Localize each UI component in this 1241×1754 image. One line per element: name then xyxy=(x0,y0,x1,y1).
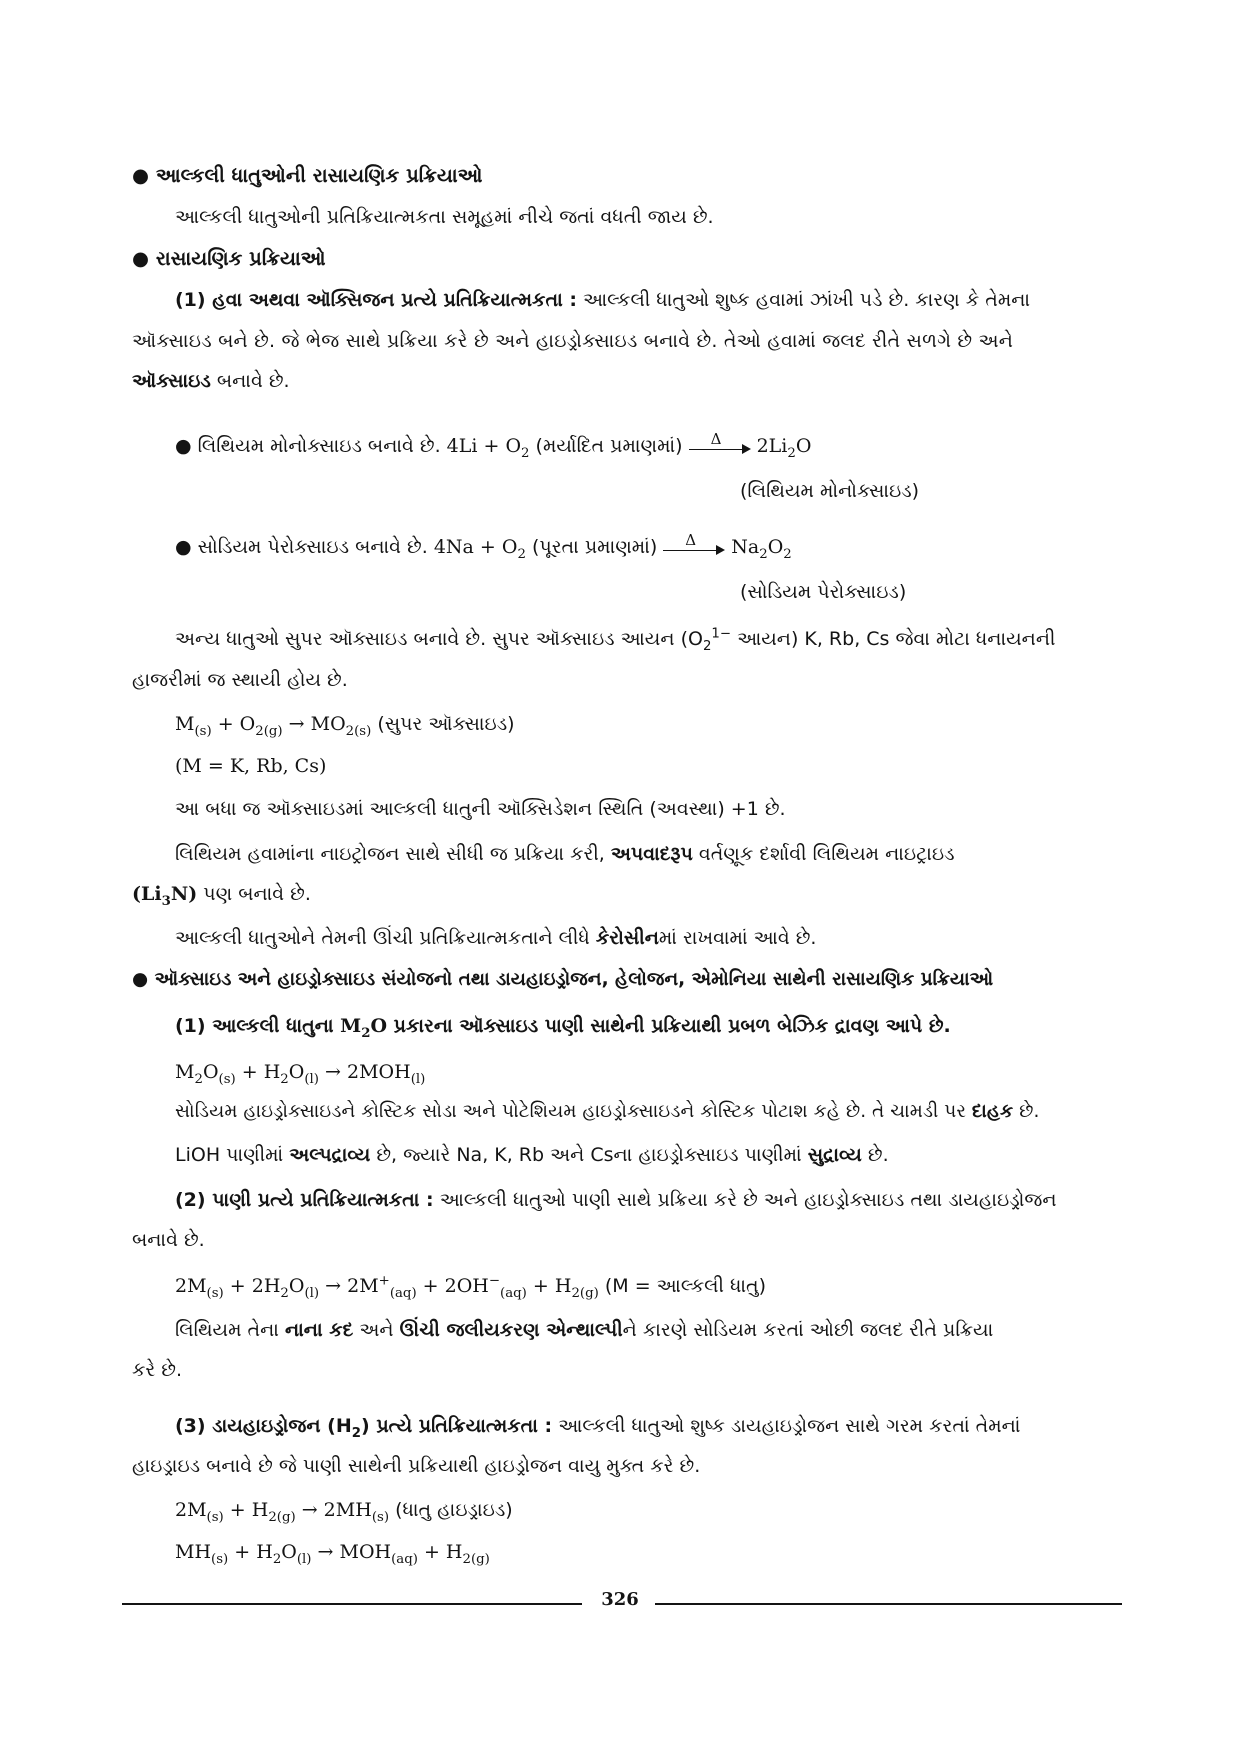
paragraph-lithium-nitride-line1: લિથિયમ હવામાંના નાઇટ્રોજન સાથે સીધી જ પ્રક્રિયા કરી, અપવાદરૂપ વર્તણૂક દર્શાવી લિથિયમ નાઇટ્રાઇડ xyxy=(175,843,955,865)
equation-superoxide: $M_{(s)} + O_{2(g)} \to MO_{2(s)}$ (સુપર ઑક્સાઇડ) xyxy=(175,713,515,739)
equation-metal-hydride: $2M_{(s)} + H_{2(g)} \to 2MH_{(s)}$ (ધાતુ હાઇડ્રાઇડ) xyxy=(175,1499,513,1525)
paragraph-oxygen-reactivity-line1: (1) હવા અથવા ઑક્સિજન પ્રત્યે પ્રતિક્રિયાત્મકતા : આલ્કલી ધાતુઓ શુષ્ક હવામાં ઝાંખી પડે છે. કારણ કે તેમના xyxy=(175,289,1031,311)
section-heading-alkali-reactions: ● આલ્કલી ધાતુઓની રાસાયણિક પ્રક્રિયાઓ xyxy=(132,164,483,187)
equation-lithium-monoxide: ● લિથિયમ મોનોક્સાઇડ બનાવે છે. $4Li + O_2$ (મર્યાદિત પ્રમાણમાં) Δ $2Li_2O$ xyxy=(175,429,812,461)
equation-hydride-water: $MH_{(s)} + H_2O_{(l)} \to MOH_{(aq)} + H_{2(g)}$ xyxy=(175,1541,490,1567)
paragraph-hydrogen-reactivity-line1: (3) ડાયહાઇડ્રોજન $(H_2)$ પ્રત્યે પ્રતિક્રિયાત્મકતા : આલ્કલી ધાતુઓ શુષ્ક ડાયહાઇડ્રોજન સાથે ગરમ કરતાં તેમનાં xyxy=(175,1415,1021,1441)
equation-metal-water: $2M_{(s)} + 2H_2O_{(l)} \to 2M^+_{(aq)} + 2OH^-_{(aq)} + H_{2(g)}$ (M = આલ્કલી ધાતુ) xyxy=(175,1273,767,1301)
paragraph-lithium-nitride-line2: $(Li_3N)$ પણ બનાવે છે. xyxy=(132,883,311,909)
heat-arrow: Δ xyxy=(663,538,725,558)
section-heading-oxides-hydroxides: ● ઑક્સાઇડ અને હાઇડ્રોક્સાઇડ સંયોજનો તથા ડાયહાઇડ્રોજન, હેલોજન, એમોનિયા સાથેની રાસાયણિક પ્રક્રિયાઓ xyxy=(132,969,994,990)
paragraph-superoxide-line2: હાજરીમાં જ સ્થાયી હોય છે. xyxy=(132,669,348,691)
paragraph-reactivity-trend: આલ્કલી ધાતુઓની પ્રતિક્રિયાત્મકતા સમૂહમાં નીચે જતાં વધતી જાય છે. xyxy=(175,206,714,228)
footer-rule-left xyxy=(122,1603,582,1605)
equation-superoxide-metals: (M = K, Rb, Cs) xyxy=(175,755,327,777)
paragraph-superoxide-line1: અન્ય ધાતુઓ સુપર ઑક્સાઇડ બનાવે છે. સુપર ઑક્સાઇડ આયન ($O_2^{1-}$ આયન) K, Rb, Cs જેવા મોટા ધનાયનની xyxy=(175,626,1056,654)
paragraph-water-reactivity-line2: બનાવે છે. xyxy=(132,1229,205,1251)
footer-rule-right xyxy=(655,1603,1122,1605)
label-lithium-monoxide: (લિથિયમ મોનોક્સાઇડ) xyxy=(740,480,920,502)
heat-arrow: Δ xyxy=(689,437,751,457)
label-sodium-peroxide: (સોડિયમ પેરોક્સાઇડ) xyxy=(740,581,907,603)
paragraph-hydrogen-reactivity-line2: હાઇડ્રાઇડ બનાવે છે જે પાણી સાથેની પ્રક્રિયાથી હાઇડ્રોજન વાયુ મુક્ત કરે છે. xyxy=(132,1455,701,1477)
paragraph-oxidation-state: આ બધા જ ઑક્સાઇડમાં આલ્કલી ધાતુની ઑક્સિડેશન સ્થિતિ (અવસ્થા) +1 છે. xyxy=(175,798,786,820)
equation-sodium-peroxide: ● સોડિયમ પેરોક્સાઇડ બનાવે છે. $4Na + O_2$ (પૂરતા પ્રમાણમાં) Δ $Na_2O_2$ xyxy=(175,530,792,562)
paragraph-lithium-slow-line1: લિથિયમ તેના નાના કદ અને ઊંચી જલીયકરણ એન્થાલ્પીને કારણે સોડિયમ કરતાં ઓછી જલદ રીતે પ્રક્રિયા xyxy=(175,1319,994,1341)
paragraph-m2o-water: (1) આલ્કલી ધાતુના $M_2O$ પ્રકારના ઑક્સાઇડ પાણી સાથેની પ્રક્રિયાથી પ્રબળ બેઝિક દ્રાવણ આપે છે. xyxy=(175,1015,951,1041)
paragraph-lioh-solubility: LiOH પાણીમાં અલ્પદ્રાવ્ય છે, જ્યારે Na, K, Rb અને Csના હાઇડ્રોક્સાઇડ પાણીમાં સુદ્રાવ્ય છે. xyxy=(175,1144,889,1166)
section-heading-chemical-reactions: ● રાસાયણિક પ્રક્રિયાઓ xyxy=(132,247,326,270)
paragraph-water-reactivity-line1: (2) પાણી પ્રત્યે પ્રતિક્રિયાત્મકતા : આલ્કલી ધાતુઓ પાણી સાથે પ્રક્રિયા કરે છે અને હાઇડ્રોક્સાઇડ તથા ડાયહાઇડ્રોજન xyxy=(175,1189,1057,1211)
paragraph-oxygen-reactivity-line2: ઑક્સાઇડ બને છે. જે ભેજ સાથે પ્રક્રિયા કરે છે અને હાઇડ્રોક્સાઇડ બનાવે છે. તેઓ હવામાં જલદ રીતે સળગે છે અને xyxy=(132,330,1014,352)
paragraph-caustic: સોડિયમ હાઇડ્રોક્સાઇડને કોસ્ટિક સોડા અને પોટેશિયમ હાઇડ્રોક્સાઇડને કોસ્ટિક પોટાશ કહે છે. તે ચામડી પર દાહક છે. xyxy=(175,1101,1040,1122)
paragraph-oxygen-reactivity-line3: ઑક્સાઇડ બનાવે છે. xyxy=(132,370,290,392)
paragraph-lithium-slow-line2: કરે છે. xyxy=(132,1359,183,1381)
page-number: 326 xyxy=(601,1589,639,1610)
equation-m2o-water: $M_2O_{(s)} + H_2O_{(l)} \to 2MOH_{(l)}$ xyxy=(175,1061,426,1087)
paragraph-kerosene: આલ્કલી ધાતુઓને તેમની ઊંચી પ્રતિક્રિયાત્મકતાને લીધે કેરોસીનમાં રાખવામાં આવે છે. xyxy=(175,927,817,949)
